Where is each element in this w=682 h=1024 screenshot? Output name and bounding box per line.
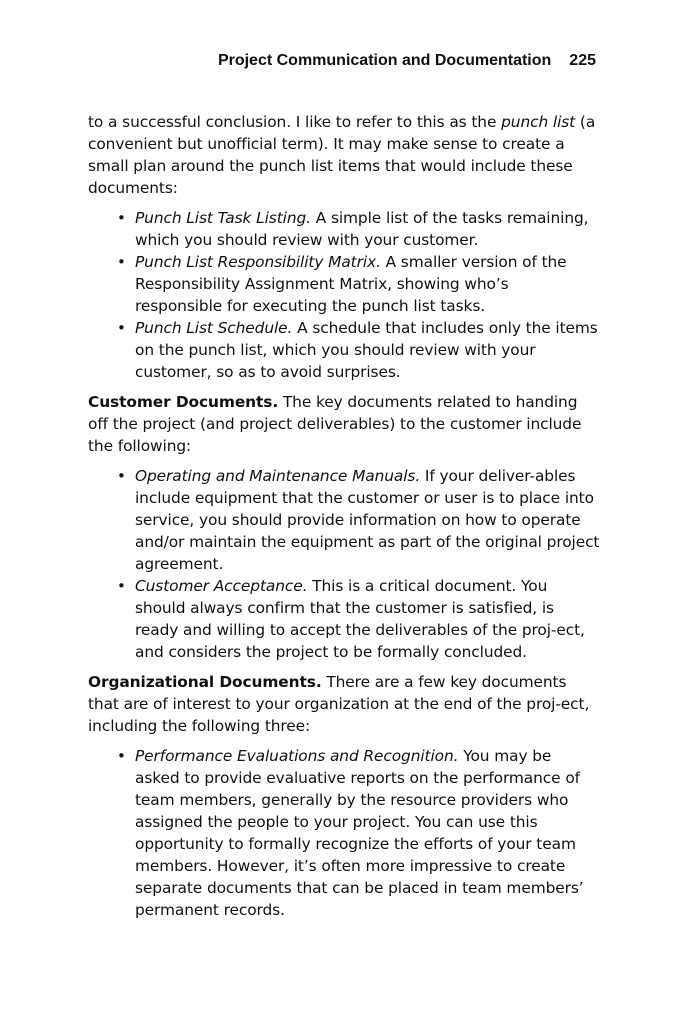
organizational-documents-paragraph	[88, 671, 600, 737]
organizational-documents-heading: Organizational Documents.	[88, 673, 322, 691]
item-text: A simple list of the tasks remaining, which you should review with your customer.	[135, 209, 589, 249]
bullet-icon: •	[117, 577, 126, 595]
intro-text-b: (a convenient but unofficial term). It may make sense to create a small plan around the punch list items that would include these documents:	[88, 113, 596, 197]
organizational-documents-text: There are a few key documents that are of interest to your organization at the end of the proj-ect, including the following three:	[88, 673, 590, 735]
intro-text-a: to a successful conclusion. I like to refer to this as the	[88, 113, 502, 131]
item-text: If your deliver-ables include equipment that the customer or user is to place into service, you should provide information on how to operate and/or maintain the equipment as part of the original project agreement.	[135, 467, 600, 573]
bullet-icon: •	[117, 747, 126, 765]
item-text: You may be asked to provide evaluative reports on the performance of team members, generally by the resource providers who assigned the people to your project. You can use this opportunity to formally recognize the efforts of your team members. However, it’s often more impressive to create separate documents that can be placed in team members’ permanent records.	[135, 747, 584, 919]
list-item	[117, 317, 600, 383]
list-item	[117, 575, 600, 663]
item-title: Punch List Responsibility Matrix.	[135, 253, 381, 271]
punch-list-term: punch list	[501, 113, 576, 131]
running-header	[150, 52, 596, 70]
list-item	[117, 465, 600, 575]
customer-documents-heading: Customer Documents.	[88, 393, 279, 411]
item-title: Punch List Schedule.	[135, 319, 293, 337]
organizational-documents-list	[88, 745, 600, 921]
item-text: This is a critical document. You should always confirm that the customer is satisfied, is ready and willing to accept the deliverables of the proj-ect, and considers the project to be formally concluded.	[135, 577, 585, 661]
page-number: 225	[569, 52, 596, 69]
item-title: Customer Acceptance.	[135, 577, 308, 595]
item-title: Punch List Task Listing.	[135, 209, 311, 227]
customer-documents-list	[88, 465, 600, 663]
punch-list-documents	[88, 207, 600, 383]
customer-documents-text: The key documents related to handing off the project (and project deliverables) to the customer include the following:	[88, 393, 582, 455]
bullet-icon: •	[117, 209, 126, 227]
running-title: Project Communication and Documentation	[217, 52, 552, 69]
bullet-icon: •	[117, 319, 126, 337]
list-item	[117, 251, 600, 317]
intro-paragraph	[88, 111, 600, 199]
list-item	[117, 745, 600, 921]
page-body	[88, 111, 600, 921]
item-title: Performance Evaluations and Recognition.	[135, 747, 459, 765]
list-item	[117, 207, 600, 251]
customer-documents-paragraph	[88, 391, 600, 457]
item-text: A smaller version of the Responsibility Assignment Matrix, showing who’s responsible for executing the punch list tasks.	[135, 253, 567, 315]
bullet-icon: •	[117, 253, 126, 271]
item-text: A schedule that includes only the items on the punch list, which you should review with your customer, so as to avoid surprises.	[135, 319, 598, 381]
bullet-icon: •	[117, 467, 126, 485]
item-title: Operating and Maintenance Manuals.	[135, 467, 421, 485]
